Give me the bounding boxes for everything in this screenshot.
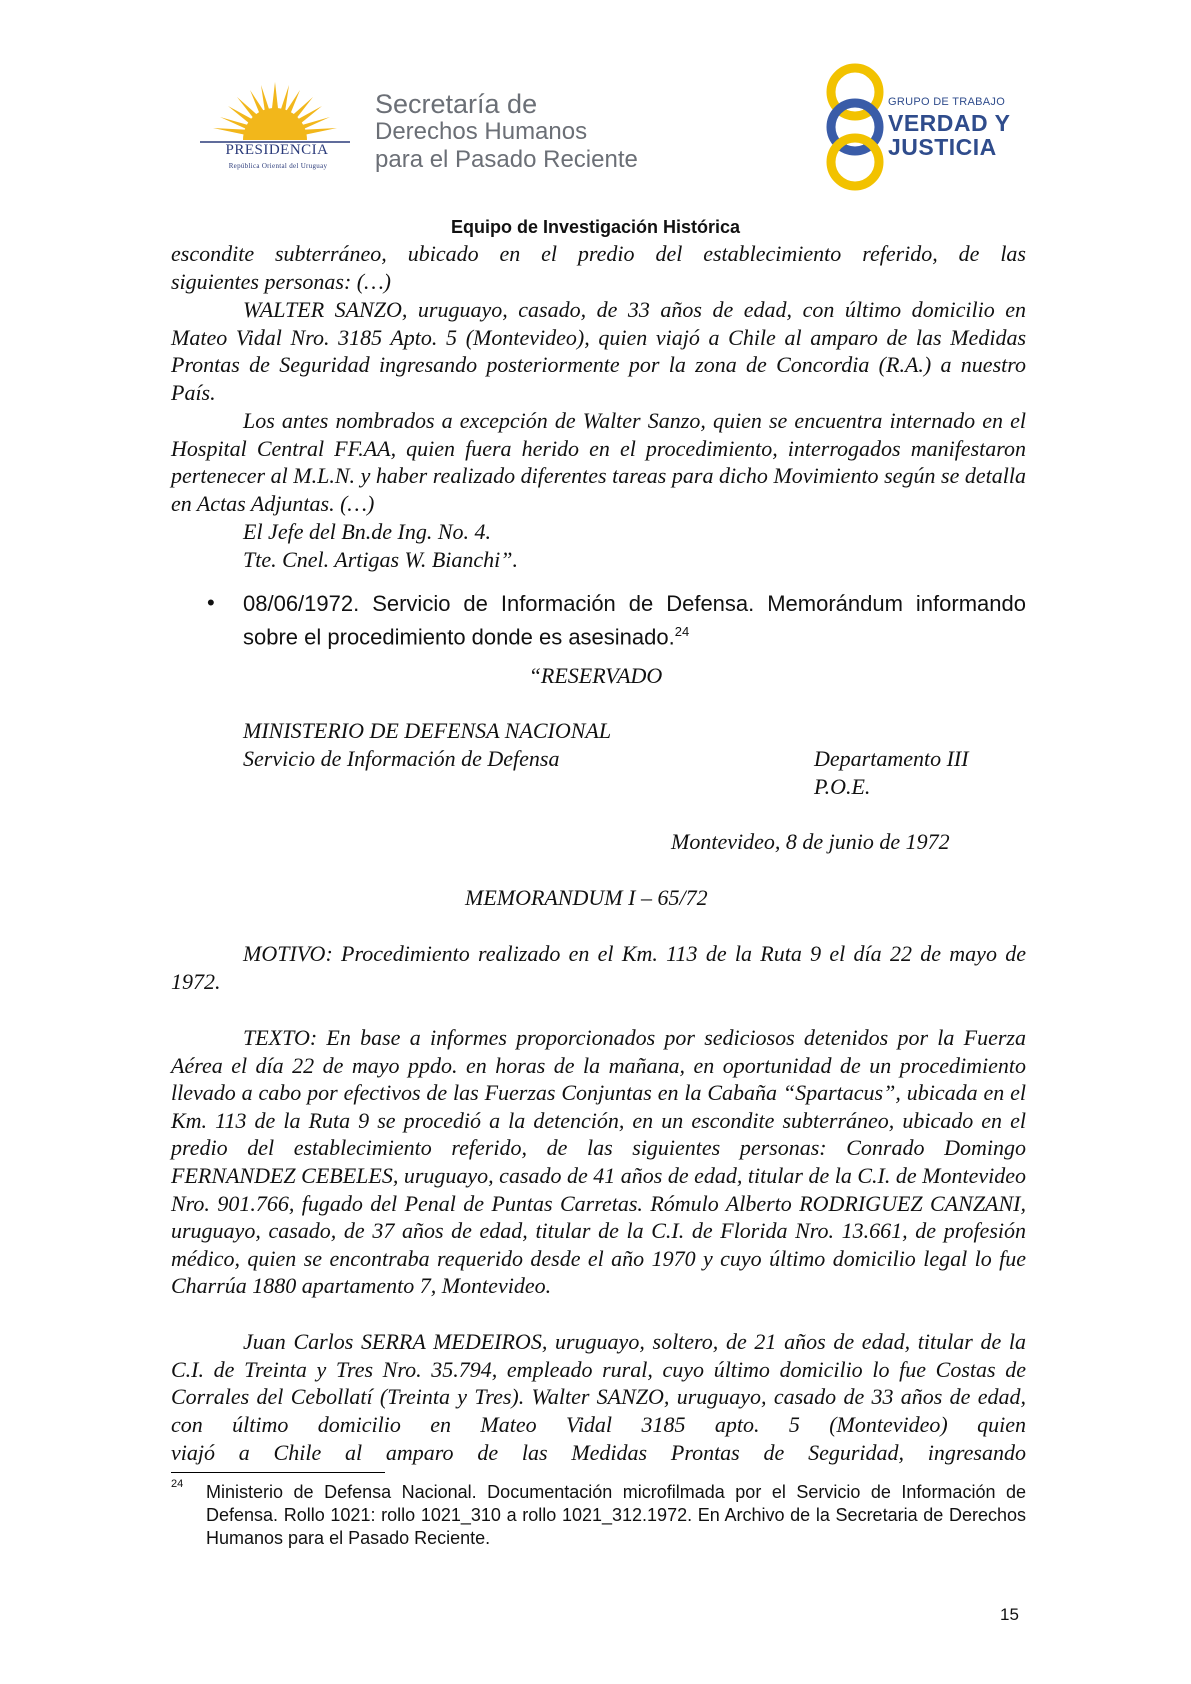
last-line: viajó a Chile al amparo de las Medidas Prontas de Seguridad, ingresando: [171, 1440, 1026, 1465]
presidencia-label: PRESIDENCIA: [225, 142, 329, 158]
team-title: Equipo de Investigación Histórica: [450, 217, 741, 237]
secretaria-line-2: Derechos Humanos: [375, 118, 588, 145]
secretaria-line-1: Secretaría de: [375, 89, 538, 119]
bullet-icon: •: [207, 590, 215, 615]
texto-paragraph: TEXTO: En base a informes proporcionados por sediciosos detenidos por la Fuerza Aérea el día 22 de mayo ppdo. en horas de la mañana, en oportunidad de un procedimiento llevado a cabo por efectivos de las Fuerzas Conjuntas en la Cabaña “Spartacus”, ubicada en el Km. 113 de la Ruta 9 se procedió a la detención, en un escondite subterráneo, ubicado en el predio del establecimiento referido, de las siguientes personas: Conrado Domingo FERNANDEZ CEBELES, uruguayo, casado de 41 años de edad, titular de la C.I. de Montevideo Nro. 901.766, fugado del Penal de Puntas Carretas. Rómulo Alberto RODRIGUEZ CANZANI, uruguayo, casado, de 37 años de edad, titular de la C.I. de Florida Nro. 13.661, de profesión médico, quien se encontraba requerido desde el año 1970 y cuyo último domicilio legal lo fue Charrúa 1880 apartamento 7, Montevideo.: [171, 1025, 1026, 1299]
paragraph-antes-nombrados: Los antes nombrados a excepción de Walter Sanzo, quien se encuentra internado en el Hospital Central FF.AA, quien fuera herido en el procedimiento, interrogados manifestaron pertenecer al M.L.N. y haber realizado diferentes tareas para dicho Movimiento según se detalla en Actas Adjuntas. (…): [171, 408, 1026, 516]
juan-carlos-paragraph: Juan Carlos SERRA MEDEIROS, uruguayo, soltero, de 21 años de edad, titular de la C.I. de Treinta y Tres Nro. 35.794, empleado rural, cuyo último domicilio lo fue Costas de Corrales del Cebollatí (Treinta y Tres). Walter SANZO, uruguayo, casado de 33 años de edad, con último domicilio en Mateo Vidal 3185 apto. 5 (Montevideo) quien: [171, 1329, 1026, 1437]
motivo-paragraph: MOTIVO: Procedimiento realizado en el Km. 113 de la Ruta 9 el día 22 de mayo de 1972.: [171, 941, 1026, 994]
verdad-justicia-rings-logo: [810, 62, 900, 192]
departamento-label: Departamento III: [814, 746, 969, 771]
page-number: 15: [1000, 1605, 1019, 1624]
justicia-label: JUSTICIA: [888, 134, 997, 160]
verdad-label: VERDAD Y: [888, 110, 1011, 136]
footnote-number: 24: [171, 1478, 184, 1490]
paragraph-walter-sanzo: WALTER SANZO, uruguayo, casado, de 33 años de edad, con último domicilio en Mateo Vidal Nro. 3185 Apto. 5 (Montevideo), quien viajó a Chile al amparo de las Medidas Prontas de Seguridad ingresando posteriormente por la zona de Concordia (R.A.) a nuestro País.: [171, 297, 1026, 405]
secretaria-title: [375, 90, 638, 174]
signature-line-2: Tte. Cnel. Artigas W. Bianchi”.: [243, 547, 519, 572]
date-line: Montevideo, 8 de junio de 1972: [671, 829, 950, 854]
servicio-label: Servicio de Información de Defensa: [243, 746, 560, 771]
poe-label: P.O.E.: [814, 774, 871, 799]
ministerio-label: MINISTERIO DE DEFENSA NACIONAL: [243, 718, 612, 743]
bullet-text: 08/06/1972. Servicio de Información de Defensa. Memorándum informando sobre el procedimiento donde es asesinado.: [243, 591, 1026, 650]
footnote-text: Ministerio de Defensa Nacional. Documentación microfilmada por el Servicio de Información de Defensa. Rollo 1021: rollo 1021_310 a rollo 1021_312.1972. En Archivo de la Secretaria de Derechos Humanos para el Pasado Reciente.: [206, 1482, 1026, 1548]
reservado-heading: “RESERVADO: [528, 663, 663, 688]
grupo-trabajo-label: GRUPO DE TRABAJO: [888, 96, 1006, 108]
secretaria-line-3: para el Pasado Reciente: [375, 146, 638, 173]
paragraph-1-line-2: siguientes personas: (…): [171, 269, 391, 294]
signature-line-1: El Jefe del Bn.de Ing. No. 4.: [243, 519, 492, 544]
bullet-item: [243, 590, 1026, 651]
footnote-ref: 24: [674, 624, 690, 639]
presidencia-subtitle: República Oriental del Uruguay: [228, 162, 328, 170]
paragraph-1-line-1: escondite subterráneo, ubicado en el predio del establecimiento referido, de las: [171, 241, 1026, 266]
footnote-divider: [171, 1472, 385, 1473]
memorandum-heading: MEMORANDUM I – 65/72: [465, 885, 708, 910]
